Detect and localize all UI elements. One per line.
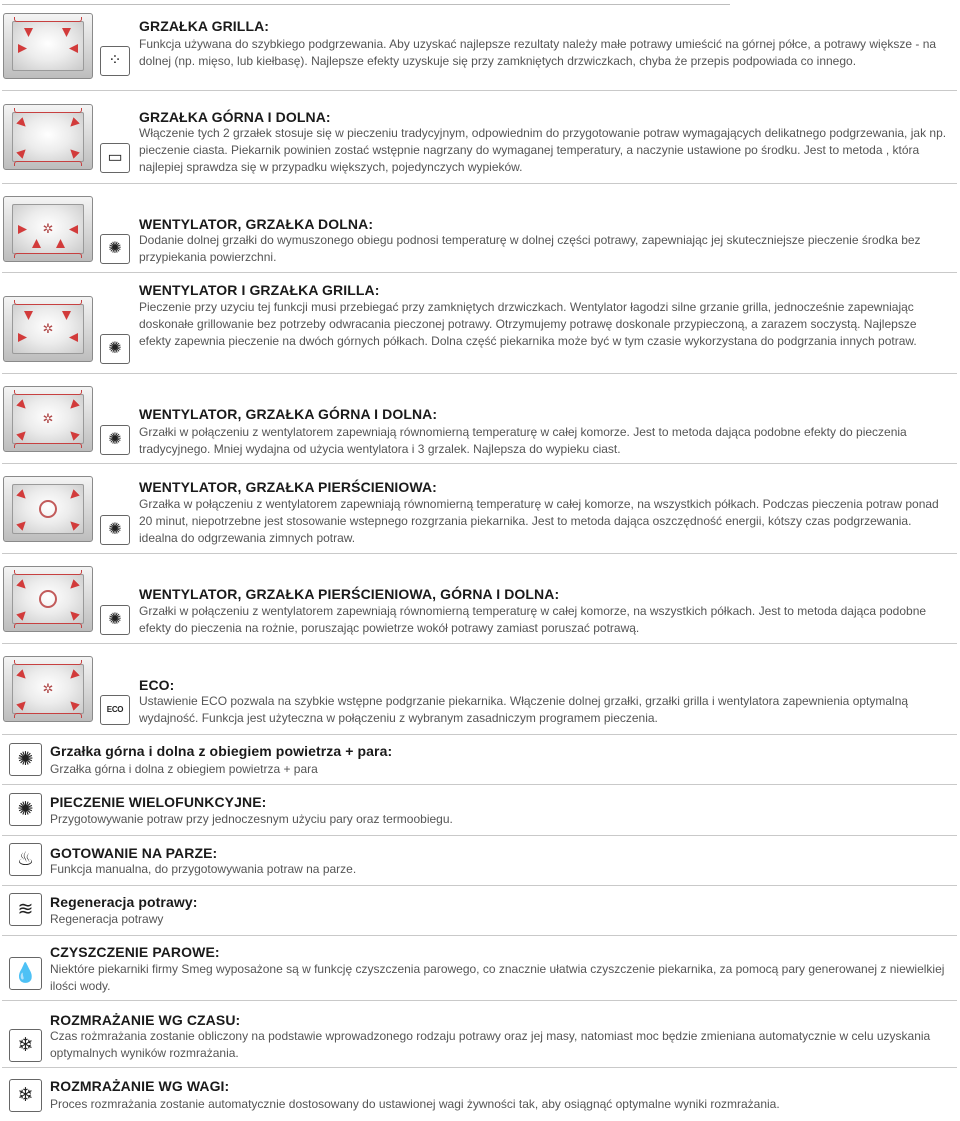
fan-grill-icon: ✺ [100,334,130,364]
section-text: Grzałki w połączeniu z wentylatorem zapewniają równomierną temperaturę w całej komorze. Jest to metoda dająca podobne efekty do pieczenia tradycyjnego. Mniej wydajna od użycia wentylatora i 3 grzalek. Najlepsza do wypieku ciast. [139,425,907,456]
section-text: Grzałki w połączeniu z wentylatorem zapewniają równomierną temperaturę w całej komorze, na wszystkich półkach. Jest to metoda dająca podobne efekty do pieczenia na rożnie, poruszając powietrze wokół potrawy zamiast poruszać potrawą. [139,604,927,635]
eco-icon-label: ECO [106,705,124,714]
divider [2,272,957,273]
section-text: Regeneracja potrawy [50,912,164,926]
section-title: GRZAŁKA GRILLA: [139,18,270,34]
section-title: ROZMRAŻANIE WG CZASU: [50,1012,241,1028]
oven-eco-illustration: ✲ [3,656,93,722]
section-title: Grzałka górna i dolna z obiegiem powietrza + para: [50,743,393,759]
section-text: Niektóre piekarniki firmy Smeg wyposażone są w funkcję czyszczenia parowego, co znacznie ułatwia czyszczenie piekarnika, za pomocą pary generowanej z niewielkiej ilości wody. [50,962,945,993]
steam-cooking-icon: ♨ [9,843,42,876]
section-title: ROZMRAŻANIE WG WAGI: [50,1078,230,1094]
fan-bottom-heat-icon: ✺ [100,234,130,264]
section-title: CZYSZCZENIE PAROWE: [50,944,220,960]
oven-fan-grill-illustration: ✲ [3,296,93,362]
defrost-time-icon: ❄ [9,1029,42,1062]
section-title: WENTYLATOR, GRZAŁKA PIERŚCIENIOWA, GÓRNA I DOLNA: [139,586,560,602]
oven-fan-bottom-illustration: ✲ [3,196,93,262]
divider [2,553,957,554]
section-text: Funkcja manualna, do przygotowywania potraw na parze. [50,862,357,876]
grill-icon: ⁘ [100,46,130,76]
steam-fan-icon: ✺ [9,743,42,776]
eco-icon [100,695,130,725]
divider [2,885,957,886]
oven-fan-ring-illustration [3,476,93,542]
fan-ring-icon: ✺ [100,515,130,545]
top-rule [2,4,730,5]
section-text: Włączenie tych 2 grzałek stosuje się w pieczeniu tradycyjnym, odpowiednim do przygotowanie potraw wymagających delikatnego podgrzewania, jak np. pieczenie ciasta. Piekarnik powinien zostać wstępnie nagrzany do wymaganej temperatury, a naczynie ustawione po środku. Jest to metoda , która najlepiej sprawdza się w przypadku większych, pojedynczych wypieków. [139,126,947,174]
regeneration-icon: ≋ [9,893,42,926]
section-title: GRZAŁKA GÓRNA I DOLNA: [139,109,331,125]
section-title: WENTYLATOR I GRZAŁKA GRILLA: [139,282,380,298]
divider [2,463,957,464]
section-text: Proces rozmrażania zostanie automatycznie dostosowany do ustawionej wagi żywności tak, aby osiągnąć optymalne wyniki rozmrażania. [50,1097,780,1111]
fan-top-bottom-icon: ✺ [100,425,130,455]
section-text: Ustawienie ECO pozwala na szybkie wstępne podgrzanie piekarnika. Włączenie dolnej grzałki, grzałki grilla i wentylatora zapewnienia optymalną wydajność. Funkcja jest użyteczna w połączeniu z wybranym zasadniczym programem pieczenia. [139,694,909,725]
top-bottom-heat-icon: ▭ [100,143,130,173]
section-text: Dodanie dolnej grzałki do wymuszonego obiegu podnosi temperaturę w dolnej części potrawy, zapewniając jej skuteczniejsze pieczenie środka bez przypiekania powierzchni. [139,233,921,264]
section-title: GOTOWANIE NA PARZE: [50,845,218,861]
divider [2,183,957,184]
divider [2,1067,957,1068]
section-text: Czas rożmrażania zostanie obliczony na podstawie wprowadzonego rodzaju potrawy oraz jej masy, natomiast moc będzie zmieniana automatycznie w celu uzyskania optymalnych wyników rozmrażania. [50,1029,931,1060]
fan-ring-top-bottom-icon: ✺ [100,605,130,635]
section-title: PIECZENIE WIELOFUNKCYJNE: [50,794,267,810]
divider [2,734,957,735]
multifunction-icon: ✺ [9,793,42,826]
section-text: Grzałka w połączeniu z wentylatorem zapewniają równomierną temperaturę w całej komorze, na wszystkich półkach. Podczas pieczenia potraw ponad 20 minut, niepotrzebne jest stosowanie wstepnego rozgrzania piekarnika. Jest to metoda dająca oszczędność energii, kótszy czas podgrzewania. idealna do odgrzewania zimnych potraw. [139,497,939,545]
divider [2,643,957,644]
divider [2,935,957,936]
section-title: Regeneracja potrawy: [50,894,198,910]
defrost-weight-icon: ❄ [9,1079,42,1112]
section-title: ECO: [139,677,175,693]
divider [2,784,957,785]
section-text: Funkcja używana do szybkiego podgrzewania. Aby uzyskać najlepsze rezultaty należy małe potrawy umieścić na górnej półce, a potrawy większe - na dolnej (np. mięso, lub kiełbasę). Najlepsze efekty uzyskuje się przy zamkniętych drzwiczkach, chyba że przepis podpowiada co innego. [139,37,937,68]
divider [2,373,957,374]
divider [2,835,957,836]
section-title: WENTYLATOR, GRZAŁKA DOLNA: [139,216,374,232]
section-text: Grzałka górna i dolna z obiegiem powietrza + para [50,762,318,776]
steam-cleaning-icon: 💧 [9,957,42,990]
section-text: Pieczenie przy uzyciu tej funkcji musi przebiegać przy zamkniętych drzwiczkach. Wentylator łagodzi silne grzanie grilla, jednocześnie zapewniając doskonałe grillowanie bez potrzeby odwracania pieczonej potrawy. Otrzymujemy potrawę doskonale przypieczoną, a zarazem soczystą. Najlepsze efekty zapewnia pieczenie na dwóch górnych półkach. Dolna część piekarnika może być w tym czasie wykorzystana do podgrzania innych potraw. [139,300,917,348]
oven-fan-top-bottom-illustration: ✲ [3,386,93,452]
section-title: WENTYLATOR, GRZAŁKA PIERŚCIENIOWA: [139,479,437,495]
oven-fan-ring-top-bottom-illustration [3,566,93,632]
divider [2,90,957,91]
section-title: WENTYLATOR, GRZAŁKA GÓRNA I DOLNA: [139,406,438,422]
divider [2,1000,957,1001]
oven-top-bottom-illustration [3,104,93,170]
section-text: Przygotowywanie potraw przy jednoczesnym użyciu pary oraz termoobiegu. [50,812,453,826]
oven-grill-illustration [3,13,93,79]
